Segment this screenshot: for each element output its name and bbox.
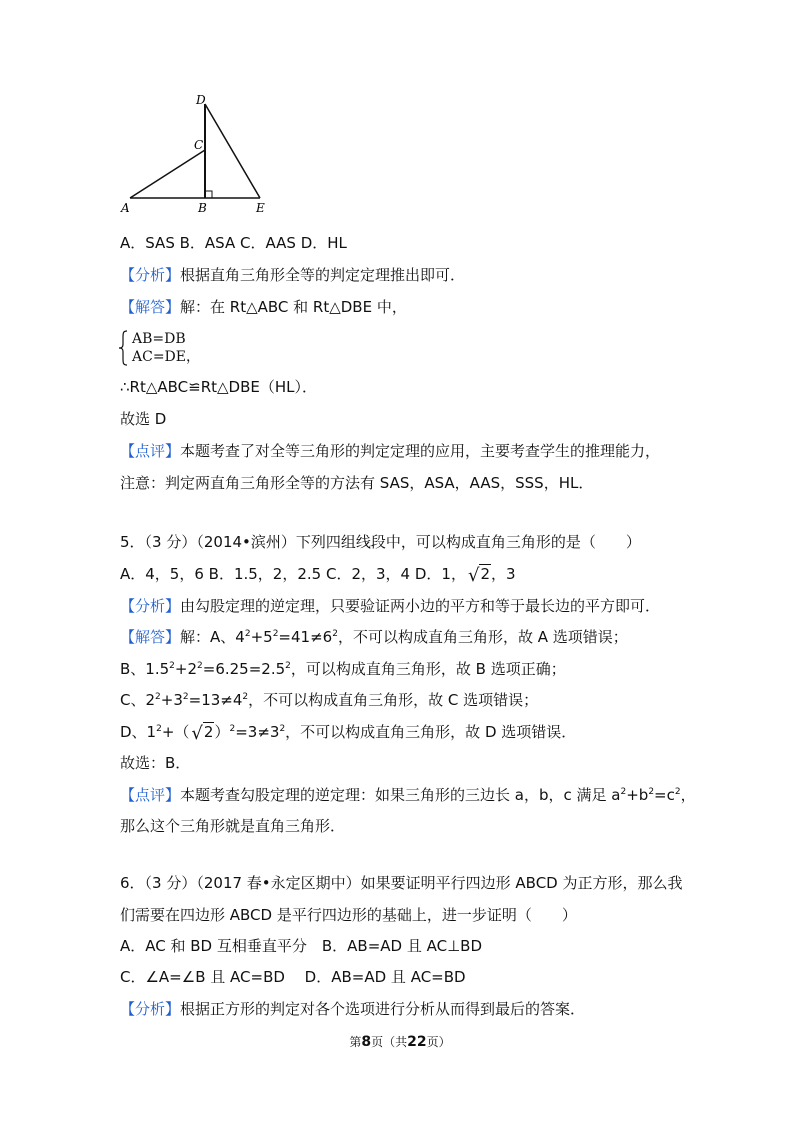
brace-icon	[118, 330, 128, 366]
q4-comment-2: 注意：判定两直角三角形全等的方法有 SAS，ASA，AAS，SSS，HL．	[120, 474, 594, 492]
answer-tag: 【解答】	[120, 298, 181, 316]
q5-choice: 故选：B．	[120, 754, 191, 772]
label-e: E	[256, 201, 265, 215]
triangle-figure	[110, 90, 280, 215]
right-angle-mark	[205, 191, 212, 198]
q6-options-2: C．∠A=∠B 且 AC=BD D．AB=AD 且 AC=BD	[120, 968, 466, 986]
q5-comment-2: 那么这个三角形就是直角三角形．	[120, 817, 346, 835]
page-footer: 第8页（共22页）	[349, 1034, 451, 1050]
q5-answer-d: D、$1^2+$（ $√2)^2=3\ne 3^2$，不可以构成直角三角形，故 D 选项错误．	[120, 723, 577, 744]
comment-tag: 【点评】	[120, 786, 181, 804]
label-d: D	[196, 93, 206, 107]
q6-options-1: A．AC 和 BD 互相垂直平分 B．AB=AD 且 AC⊥BD	[120, 937, 483, 955]
segment-ac	[130, 150, 205, 198]
equation-row-2: AC=DE，	[132, 349, 200, 365]
label-a: A	[121, 201, 130, 215]
q5-answer-b: B、$1.5^2+2^2=6.25=2.5^2$，可以构成直角三角形，故 B 选项正确；	[120, 660, 566, 678]
analysis-tag: 【分析】	[120, 1000, 181, 1018]
sqrt-2: √2	[191, 723, 214, 744]
q6-stem-2: 们需要在四边形 ABCD 是平行四边形的基础上，进一步证明（ ）	[120, 906, 577, 924]
label-b: B	[198, 201, 207, 215]
sqrt-2: √2	[467, 565, 490, 586]
q4-conclusion: ∴Rt△ABC≌Rt△DBE（HL）．	[120, 378, 318, 396]
label-c: C	[194, 138, 204, 152]
analysis-tag: 【分析】	[120, 597, 181, 615]
q6-analysis	[120, 998, 585, 1020]
q4-comment-1	[120, 440, 660, 462]
answer-intro: 解：在 Rt△ABC 和 Rt△DBE 中，	[180, 298, 407, 316]
analysis-text: 根据直角三角形全等的判定定理推出即可．	[180, 266, 466, 284]
q5-options: A．4，5，6 B．1.5，2，2.5 C．2，3，4 D．1， √2，3	[120, 565, 516, 586]
analysis-text: 根据正方形的判定对各个选项进行分析从而得到最后的答案．	[180, 1000, 586, 1018]
q4-answer	[120, 296, 407, 318]
page-total: 22	[407, 1034, 427, 1050]
q5-answer-c: C、$2^2+3^2=13\ne 4^2$，不可以构成直角三角形，故 C 选项错误；	[120, 691, 539, 709]
q4-choice: 故选 D	[120, 410, 167, 428]
analysis-text: 由勾股定理的逆定理，只要验证两小边的平方和等于最长边的平方即可．	[180, 597, 661, 615]
comment-text: 本题考查了对全等三角形的判定定理的应用，主要考查学生的推理能力，	[180, 442, 661, 460]
answer-tag: 【解答】	[120, 628, 181, 646]
q5-answer-a: 【解答】解：A、$4^2+5^2=41\ne 6^2$，不可以构成直角三角形，故 A 选项错误；	[120, 628, 628, 646]
q5-analysis	[120, 595, 660, 617]
segment-de	[205, 104, 260, 198]
comment-tag: 【点评】	[120, 442, 181, 460]
q5-stem: 5．（3 分）（2014•滨州）下列四组线段中，可以构成直角三角形的是（ ）	[120, 533, 641, 551]
q5-comment-1: 【点评】本题考查勾股定理的逆定理：如果三角形的三边长 a，b，c 满足 $a^2+b^2=c^2$，	[120, 786, 696, 804]
q6-stem-1: 6．（3 分）（2017 春•永定区期中）如果要证明平行四边形 ABCD 为正方形，那么我	[120, 874, 683, 892]
q4-analysis	[120, 264, 465, 286]
q4-options: A．SAS B．ASA C．AAS D．HL	[120, 234, 347, 252]
equation-row-1: AB=DB	[132, 331, 186, 347]
analysis-tag: 【分析】	[120, 266, 181, 284]
page-number: 8	[361, 1034, 372, 1050]
